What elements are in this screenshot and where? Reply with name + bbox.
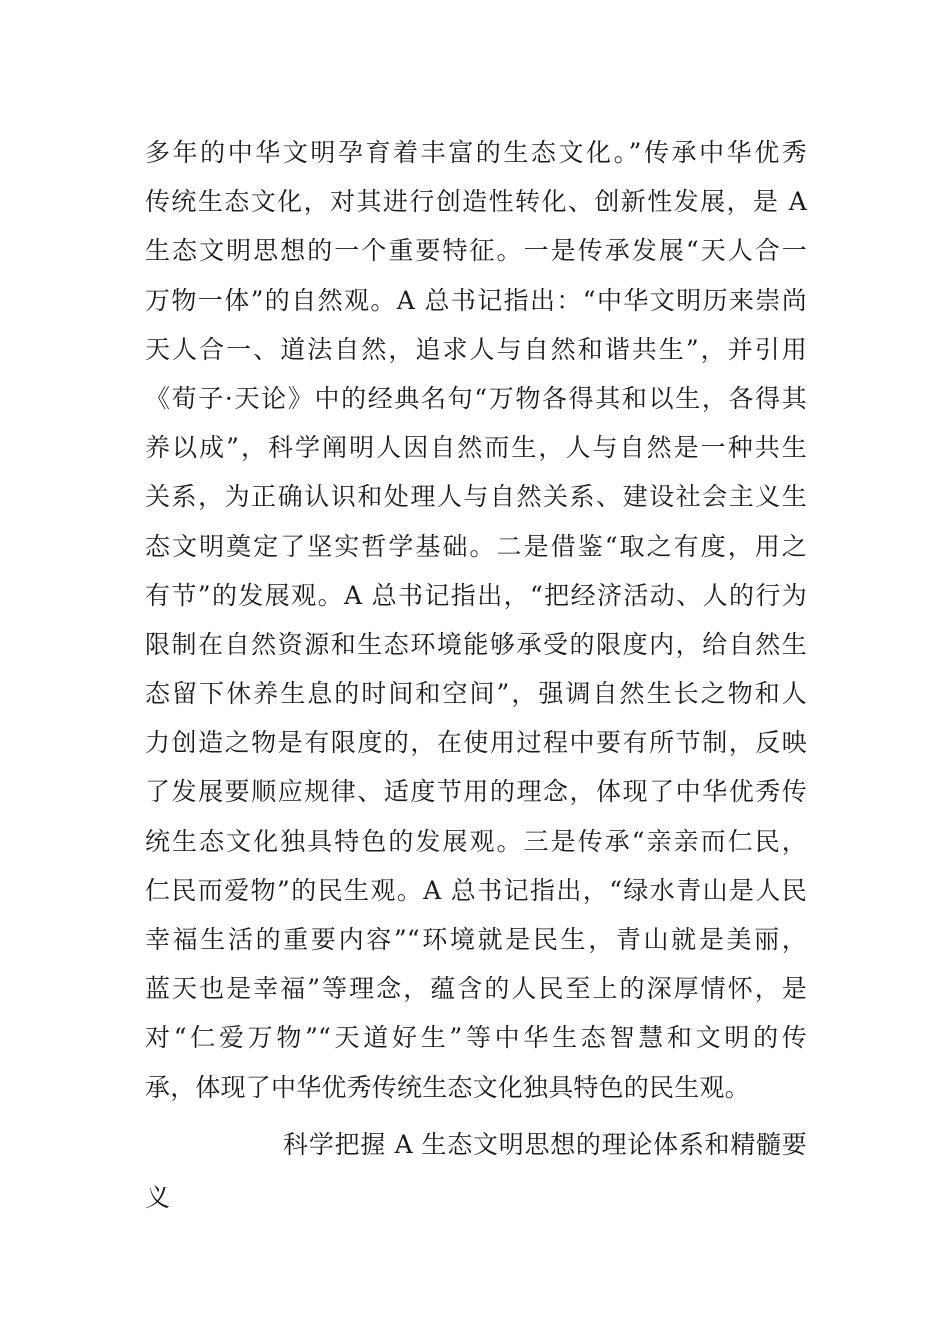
- paragraph-line: 《荀子·天论》中的经典名句“万物各得其和以生，各得其: [145, 383, 807, 413]
- section-heading: [145, 1120, 807, 1222]
- section-heading-line: 义: [145, 1183, 171, 1213]
- paragraph-line: 力创造之物是有限度的，在使用过程中要有所节制，反映: [145, 728, 807, 758]
- paragraph-line: 传统生态文化，对其进行创造性转化、创新性发展，是 A: [145, 187, 807, 217]
- section-heading-line: 科学把握 A 生态文明思想的理论体系和精髓要: [283, 1130, 807, 1159]
- paragraph-line: 多年的中华文明孕育着丰富的生态文化。”传承中华优秀: [145, 138, 807, 167]
- paragraph-line: 养以成”，科学阐明人因自然而生，人与自然是一种共生: [145, 433, 807, 463]
- paragraph-line: 关系，为正确认识和处理人与自然关系、建设社会主义生: [145, 482, 807, 512]
- paragraph-line: 蓝天也是幸福”等理念，蕴含的人民至上的深厚情怀，是: [145, 974, 807, 1004]
- body-paragraph: [145, 128, 807, 1112]
- paragraph-line: 有节”的发展观。A 总书记指出，“把经济活动、人的行为: [145, 580, 807, 610]
- paragraph-line: 幸福生活的重要内容”“环境就是民生，青山就是美丽，: [145, 925, 807, 954]
- paragraph-line: 态留下休养生息的时间和空间”，强调自然生长之物和人: [145, 679, 807, 709]
- paragraph-line: 承，体现了中华优秀传统生态文化独具特色的民生观。: [145, 1072, 750, 1102]
- paragraph-line: 对“仁爱万物”“天道好生”等中华生态智慧和文明的传: [145, 1023, 807, 1053]
- paragraph-line: 天人合一、道法自然，追求人与自然和谐共生”，并引用: [145, 334, 807, 364]
- paragraph-line: 万物一体”的自然观。A 总书记指出：“中华文明历来崇尚: [145, 285, 807, 315]
- paragraph-line: 生态文明思想的一个重要特征。一是传承发展“天人合一: [145, 236, 807, 266]
- paragraph-line: 态文明奠定了坚实哲学基础。二是借鉴“取之有度，用之: [145, 531, 807, 561]
- paragraph-line: 限制在自然资源和生态环境能够承受的限度内，给自然生: [145, 629, 807, 659]
- paragraph-line: 了发展要顺应规律、适度节用的理念，体现了中华优秀传: [145, 777, 807, 807]
- paragraph-line: 仁民而爱物”的民生观。A 总书记指出，“绿水青山是人民: [145, 875, 807, 905]
- paragraph-line: 统生态文化独具特色的发展观。三是传承“亲亲而仁民，: [145, 826, 807, 856]
